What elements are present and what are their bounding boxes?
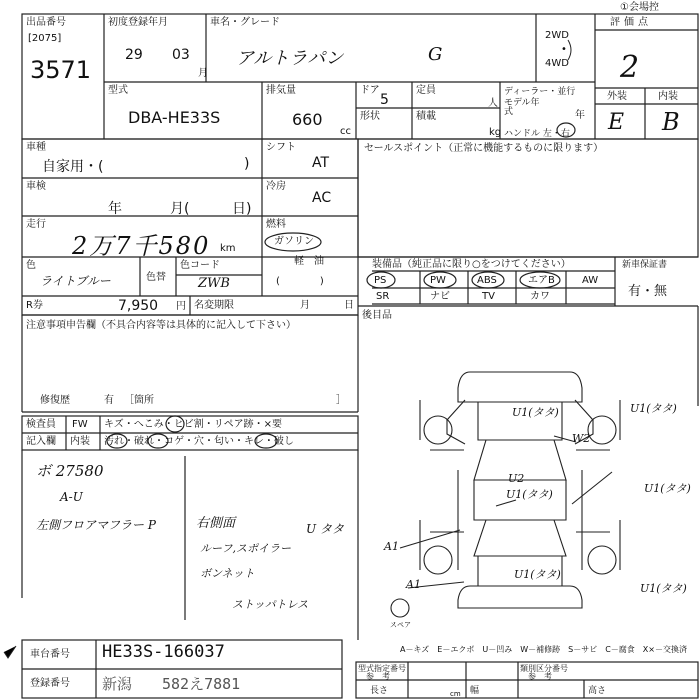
hw-line-3: 左側フロアマフラー P: [36, 518, 156, 532]
equip-abs: ABS: [477, 275, 497, 286]
inspect-year: 年: [108, 201, 122, 217]
inspector-row1: キズ・へこみ・ヒビ割・リペア跡・×要: [104, 419, 282, 430]
model: DBA-HE33S: [128, 108, 221, 127]
hw-line-7: ストッパトレス: [232, 598, 309, 611]
diagram-mark: U1(タタ): [506, 488, 553, 501]
name-limit-label: 名変期限: [194, 300, 234, 311]
cm-unit: cm: [450, 690, 461, 698]
kg-unit: kg: [489, 127, 502, 138]
ac-label: 冷房: [266, 181, 286, 192]
yen-unit: 円: [176, 301, 186, 312]
length-label: 長さ: [370, 686, 389, 696]
drive-dot: •: [561, 44, 567, 55]
cls-ref: 参 考: [528, 672, 552, 681]
model-year-label: モデル年式: [504, 98, 540, 117]
first-reg-year: 29: [125, 47, 143, 63]
hw-line-5: ルーフ,スポイラー: [200, 542, 291, 555]
type-close: ): [244, 156, 250, 172]
handle-label: ハンドル 左・右: [504, 129, 570, 139]
notes-label: 注意事項申告欄（不具合内容等は具体的に記入して下さい）: [26, 320, 296, 331]
type-value: 自家用・(: [42, 159, 104, 175]
equip-airbag: エアB: [528, 275, 555, 286]
disp-label: 排気量: [266, 85, 296, 96]
score-title: 評価点: [610, 17, 652, 28]
drive-4wd: 4WD: [545, 58, 569, 69]
name-label: 車名・グレード: [210, 17, 280, 28]
inspector-row2: 汚れ・破れ・コゲ・穴・匂い・キレ・破し: [104, 436, 294, 447]
repair-value: 有: [104, 395, 114, 406]
hw-side-mark: U タタ: [306, 522, 344, 536]
int-label: 内装: [658, 91, 678, 102]
color-value: ライトブルー: [40, 274, 111, 288]
fuel-paren: ( ): [276, 276, 324, 287]
inspector-label-1: 検査員: [26, 419, 56, 430]
first-reg-month: 03: [172, 47, 190, 63]
shape-label: 形状: [360, 111, 380, 122]
month-suffix: 月: [198, 68, 208, 79]
load-label: 積載: [416, 111, 436, 122]
grade: G: [428, 44, 443, 65]
fuel-gas: ガソリン: [274, 236, 314, 247]
warranty-value: 有・無: [628, 284, 668, 299]
inspect-label: 車検: [26, 181, 46, 192]
equip-navi: ナビ: [430, 291, 450, 302]
spec-label: 型式指定番号: [358, 664, 406, 673]
equipment-label: 装備品（純正品に限り○をつけてください）: [372, 259, 571, 270]
diagram-mark: A1: [384, 540, 399, 553]
dealer-label: ディーラー・並行: [504, 87, 576, 97]
int-grade: B: [662, 108, 680, 136]
recycle-value: 7,950: [118, 298, 159, 314]
capacity-label: 定員: [416, 85, 436, 96]
inspect-day: 日): [232, 201, 252, 217]
reg-number: 新潟 582え7881: [102, 675, 241, 693]
equip-aw: AW: [582, 275, 599, 286]
km-unit: km: [220, 243, 236, 254]
equip-sr: SR: [376, 291, 390, 302]
inspector-label-2: 記入欄: [26, 436, 56, 447]
chassis-label: 車台番号: [30, 649, 70, 660]
diagram-mark: U1(タタ): [644, 482, 691, 495]
equip-ps: PS: [374, 275, 387, 286]
shift-value: AT: [312, 155, 330, 171]
warranty-label: 新車保証書: [622, 260, 668, 270]
diagram-mark: U1(タタ): [512, 406, 559, 419]
ext-grade: E: [608, 110, 625, 135]
lot-label: 出品番号: [26, 17, 66, 28]
diagram-mark: W2: [572, 432, 591, 445]
color-label: 色: [26, 260, 36, 271]
hw-line-6: ボンネット: [200, 567, 255, 580]
diagram-mark: U1(タタ): [514, 568, 561, 581]
equip-pw: PW: [430, 275, 446, 286]
recolor-label: 色替: [146, 272, 166, 283]
diagram-mark: U1(タタ): [630, 402, 677, 415]
sales-label: セールスポイント（正常に機能するものに限ります）: [364, 143, 604, 154]
recycle-label: R券: [26, 300, 43, 311]
diagram-mark: U2: [508, 472, 525, 485]
limit-day: 日: [344, 300, 354, 311]
lot-sub: [2075]: [28, 33, 62, 44]
disp: 660: [292, 110, 323, 129]
equip-tv: TV: [482, 291, 495, 302]
fuel-label: 燃料: [266, 219, 286, 230]
mileage-label: 走行: [26, 219, 46, 230]
colorcode-label: 色コード: [180, 260, 220, 271]
model-label: 型式: [108, 85, 128, 96]
equip-leather: カワ: [530, 291, 550, 302]
hw-line-4: 右側面: [196, 516, 236, 531]
hw-line-2: A-U: [60, 490, 83, 504]
score: 2: [620, 50, 640, 85]
damage-legend: A－キズ E－エクボ U－凹み W－補修跡 S－サビ C－腐食 X×－交換済: [400, 645, 687, 654]
first-reg-label: 初度登録年月: [108, 17, 168, 28]
car-name: アルトラパン: [236, 48, 344, 69]
lot-number: 3571: [30, 56, 92, 84]
inspector-row2-head: 内装: [70, 436, 90, 447]
limit-month: 月: [300, 300, 310, 311]
rear-seat-label: 後目品: [362, 310, 392, 321]
height-label: 高さ: [588, 686, 607, 696]
shift-label: シフト: [266, 142, 296, 153]
type-label: 車種: [26, 142, 46, 153]
width-label: 幅: [470, 686, 480, 696]
repair-place: ［箇所: [124, 395, 154, 406]
cc-unit: cc: [340, 126, 351, 137]
chassis-number: HE33S-166037: [102, 642, 225, 662]
repair-close: ］: [336, 395, 346, 406]
doors: 5: [380, 92, 389, 108]
mileage-value: 2万7千580: [72, 232, 211, 260]
corner-note: ①会場控: [620, 2, 659, 13]
reg-label: 登録番号: [30, 678, 70, 689]
repair-label: 修復歴: [40, 395, 70, 406]
diagram-mark: A1: [406, 578, 421, 591]
colorcode-value: ZWB: [198, 276, 230, 291]
inspector-row1-head: FW: [72, 419, 88, 430]
doors-label: ドア: [360, 85, 380, 96]
year-unit: 年: [575, 110, 585, 121]
drive-2wd: 2WD: [545, 30, 569, 41]
ac-value: AC: [312, 190, 332, 206]
diagram-mark: U1(タタ): [640, 582, 687, 595]
person-unit: 人: [488, 98, 498, 109]
spare-label: スペア: [390, 621, 411, 629]
hw-line-1: ボ 27580: [36, 462, 104, 480]
spec-ref: 参 考: [366, 672, 390, 681]
fuel-diesel: 軽 油: [294, 256, 324, 267]
ext-label: 外装: [607, 91, 627, 102]
inspect-month: 月(: [170, 201, 190, 217]
cls-label: 類別区分番号: [520, 664, 568, 673]
